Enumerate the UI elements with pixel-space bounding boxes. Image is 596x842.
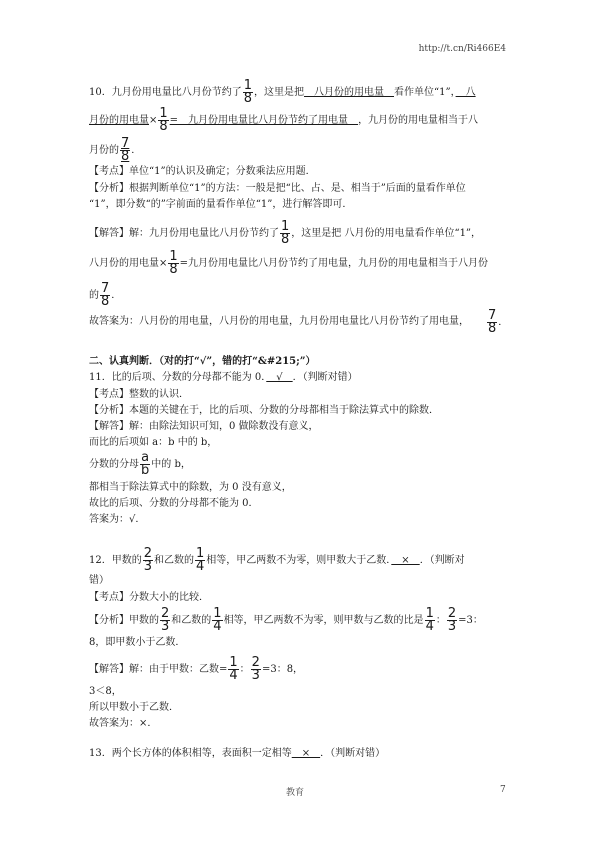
q10-text: 看作单位“1”， xyxy=(394,87,456,98)
answer-blank: = 九月份用电量比八月份节约了用电量 xyxy=(169,115,359,126)
q12-line-1 xyxy=(89,548,465,573)
q10-text: =九月份用电量比八月份节约了用电量，九月份的用电量相当于八月份 xyxy=(179,258,489,269)
q10-line-3 xyxy=(89,138,141,163)
q11-text: 11．比的后项、分数的分母都不能为 0． xyxy=(89,372,267,383)
fraction: $\frac{2}{3}$ xyxy=(447,606,457,634)
fraction: $\frac{1}{4}$ xyxy=(213,606,222,634)
q12-text: ： xyxy=(239,664,250,675)
q10-text: ． xyxy=(131,145,142,156)
q13-text: ．（判断对错） xyxy=(320,748,386,759)
q10-text: 月份的 xyxy=(89,145,119,156)
q11-text: 中的 b， xyxy=(151,459,191,470)
fraction: $\frac{1}{8}$ xyxy=(169,249,178,277)
answer-blank: 八 xyxy=(455,87,476,98)
q12-jieda-3: 所以甲数小于乙数． xyxy=(89,702,179,713)
fraction: $\frac{1}{4}$ xyxy=(425,606,434,634)
q12-text: ．（判断对 xyxy=(419,555,465,566)
q10-text: ，这里是把 xyxy=(254,87,305,98)
fraction: $\frac{7}{8}$ xyxy=(488,308,497,336)
q11-jieda-1: 【解答】解：由除法知识可知，0 做除数没有意义， xyxy=(89,421,319,432)
q12-jieda-2: 3＜8， xyxy=(89,686,122,697)
q10-text: 八月份的用电量× xyxy=(89,258,168,269)
header-url: http://t.cn/Ri466E4 xyxy=(418,44,506,54)
q12-text: 相等，甲乙两数不为零，则甲数与乙数的比是 xyxy=(223,615,424,626)
fraction: $\frac{1}{8}$ xyxy=(281,219,290,247)
q12-text: ： xyxy=(435,615,446,626)
q10-jieda-2 xyxy=(89,251,488,276)
q11-jieda-3 xyxy=(89,452,191,477)
q12-text: 和乙数的 xyxy=(171,615,212,626)
q10-line-2 xyxy=(89,108,478,133)
footer-label: 教育 xyxy=(286,788,305,798)
q10-text: ． xyxy=(498,317,509,328)
q10-text: ． xyxy=(111,290,122,301)
fraction-answer: $\frac{7}{8}$ xyxy=(121,136,130,164)
q12-jieda-1 xyxy=(89,657,303,682)
q10-fenxi-1: 【分析】根据判断单位“1”的方法：一般是把“比、占、是、相当于”后面的量看作单位 xyxy=(89,183,466,194)
section-heading: 二、认真判断．（对的打“√”，错的打“&#215;”） xyxy=(89,356,316,367)
answer-blank: √ xyxy=(266,372,293,383)
q12-text: =3：8， xyxy=(261,664,304,675)
q11-text: ．（判断对错） xyxy=(292,372,358,383)
q12-text: 【解答】解：由于甲数：乙数= xyxy=(89,664,228,675)
q10-answer-fraction xyxy=(486,310,508,335)
q10-text: 故答案为：八月份的用电量，八月份的用电量，九月份用电量比八月份节约了用电量， xyxy=(89,316,469,327)
q10-text: × xyxy=(149,115,158,126)
q11-line-1 xyxy=(89,372,358,384)
q11-jieda-5: 故比的后项、分数的分母都不能为 0． xyxy=(89,498,259,509)
q12-text: 12．甲数的 xyxy=(89,555,142,566)
q11-fenxi: 【分析】本题的关键在于，比的后项、分数的分母都相当于除法算式中的除数． xyxy=(89,405,439,416)
q11-jieda-2: 而比的后项如 a：b 中的 b， xyxy=(89,437,218,448)
answer-blank: 八月份的用电量 xyxy=(304,87,395,98)
q10-text: ，九月份的用电量相当于八 xyxy=(358,115,479,126)
answer-blank: × xyxy=(391,555,420,566)
answer-blank: 月份的用电量 xyxy=(89,115,149,126)
q12-text: 【分析】甲数的 xyxy=(89,615,159,626)
q12-fenxi-2: 8，即甲数小于乙数． xyxy=(89,637,186,648)
fraction: $\frac{a}{b}$ xyxy=(141,450,150,478)
q12-text: 和乙数的 xyxy=(154,555,195,566)
q13-text: 13．两个长方体的体积相等，表面积一定相等 xyxy=(89,748,292,759)
fraction: $\frac{7}{8}$ xyxy=(101,281,110,309)
q10-kaodian: 【考点】单位“1”的认识及确定；分数乘法应用题． xyxy=(89,166,316,177)
fraction: $\frac{1}{4}$ xyxy=(229,655,238,683)
q10-answer xyxy=(89,316,469,328)
q12-answer: 故答案为：×． xyxy=(89,718,158,729)
answer-blank: × xyxy=(291,748,321,759)
q10-text: ，这里是把 八月份的用电量看作单位“1”， xyxy=(291,228,482,239)
q10-text: 10．九月份用电量比八月份节约了 xyxy=(89,87,242,98)
page-number: 7 xyxy=(500,785,506,795)
q11-text: 分数的分母 xyxy=(89,459,139,470)
q11-kaodian: 【考点】整数的认识． xyxy=(89,389,189,400)
q12-text: =3： xyxy=(458,615,483,626)
q12-line-2: 错） xyxy=(89,575,109,586)
fraction: $\frac{1}{4}$ xyxy=(196,546,205,574)
q12-text: 相等，甲乙两数不为零，则甲数大于乙数． xyxy=(206,555,392,566)
fraction: $\frac{1}{8}$ xyxy=(243,78,253,106)
q12-kaodian: 【考点】分数大小的比较． xyxy=(89,592,209,603)
q10-jieda-1 xyxy=(89,221,481,246)
q10-line-1 xyxy=(89,80,476,105)
q11-jieda-4: 都相当于除法算式中的除数，为 0 没有意义， xyxy=(89,482,292,493)
fraction: $\frac{2}{3}$ xyxy=(251,655,260,683)
q11-answer: 答案为：√． xyxy=(89,514,146,525)
q10-text: 【解答】解：九月份用电量比八月份节约了 xyxy=(89,228,279,239)
q10-fenxi-2: “1”，即分数“的”字前面的量看作单位“1”，进行解答即可． xyxy=(89,199,353,210)
fraction: $\frac{1}{8}$ xyxy=(159,106,168,134)
q10-jieda-3 xyxy=(89,283,121,308)
fraction: $\frac{2}{3}$ xyxy=(161,606,170,634)
q12-fenxi-1 xyxy=(89,608,483,633)
fraction: $\frac{2}{3}$ xyxy=(143,546,153,574)
q13-line-1 xyxy=(89,748,385,760)
q10-text: 的 xyxy=(89,290,99,301)
